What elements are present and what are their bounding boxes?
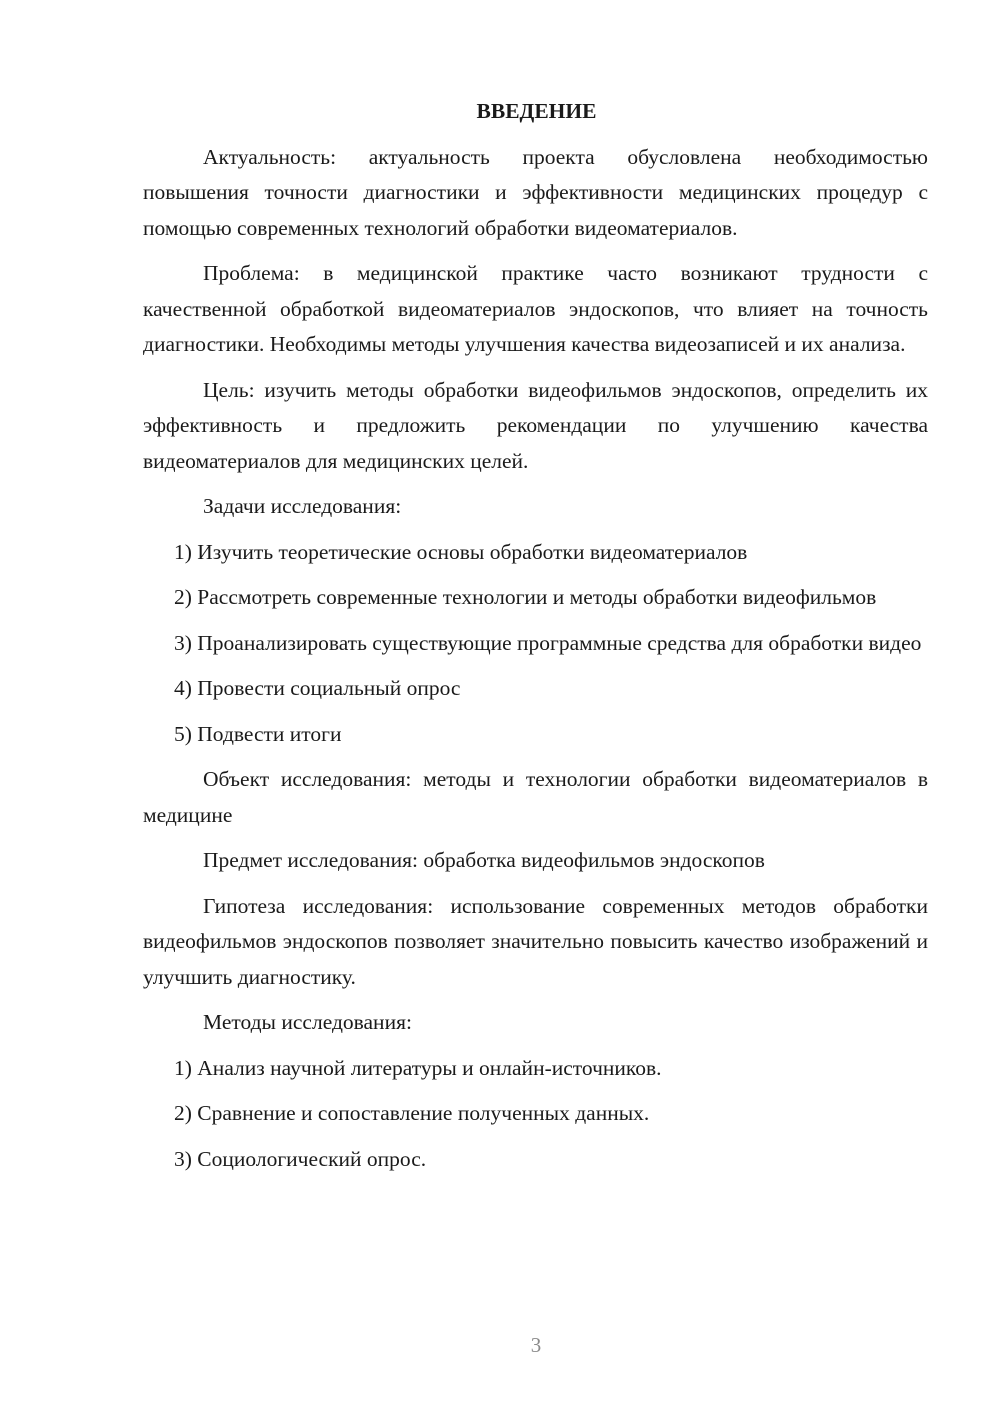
document-body	[143, 94, 928, 1187]
task-item: 3) Проанализировать существующие программные средства для обработки видео	[174, 630, 922, 655]
subject-paragraph: Предмет исследования: обработка видеофильмов эндоскопов	[203, 848, 765, 872]
method-item: 3) Социологический опрос.	[174, 1146, 427, 1171]
method-item: 2) Сравнение и сопоставление полученных данных.	[174, 1101, 650, 1125]
method-item: 1) Анализ научной литературы и онлайн-источников.	[174, 1055, 662, 1080]
hypothesis-paragraph: Гипотеза исследования: использование современных методов обработки видеофильмов эндоскопов позволяет значительно повысить качество изображений и улучшить диагностику.	[143, 893, 928, 989]
task-item: 2) Рассмотреть современные технологии и методы обработки видеофильмов	[174, 585, 877, 609]
methods-heading: Методы исследования:	[203, 1010, 412, 1034]
object-paragraph: Объект исследования: методы и технологии обработки видеоматериалов в медицине	[143, 767, 928, 827]
task-item: 1) Изучить теоретические основы обработки видеоматериалов	[174, 539, 748, 564]
page-number: 3	[530, 1333, 542, 1357]
section-title: ВВЕДЕНИЕ	[476, 99, 597, 123]
goal-paragraph: Цель: изучить методы обработки видеофильмов эндоскопов, определить их эффективность и предложить рекомендации по улучшению качества видеоматериалов для медицинских целей.	[143, 377, 928, 473]
task-item: 4) Провести социальный опрос	[174, 676, 461, 700]
problem-paragraph: Проблема: в медицинской практике часто возникают трудности с качественной обработкой видеоматериалов эндоскопов, что влияет на точность диагностики. Необходимы методы улучшения качества видеозаписей и их анализа.	[143, 261, 928, 356]
task-item: 5) Подвести итоги	[174, 721, 342, 746]
relevance-paragraph: Актуальность: актуальность проекта обусловлена необходимостью повышения точности диагностики и эффективности медицинских процедур с помощью современных технологий обработки видеоматериалов.	[143, 144, 928, 240]
tasks-heading: Задачи исследования:	[203, 494, 402, 518]
